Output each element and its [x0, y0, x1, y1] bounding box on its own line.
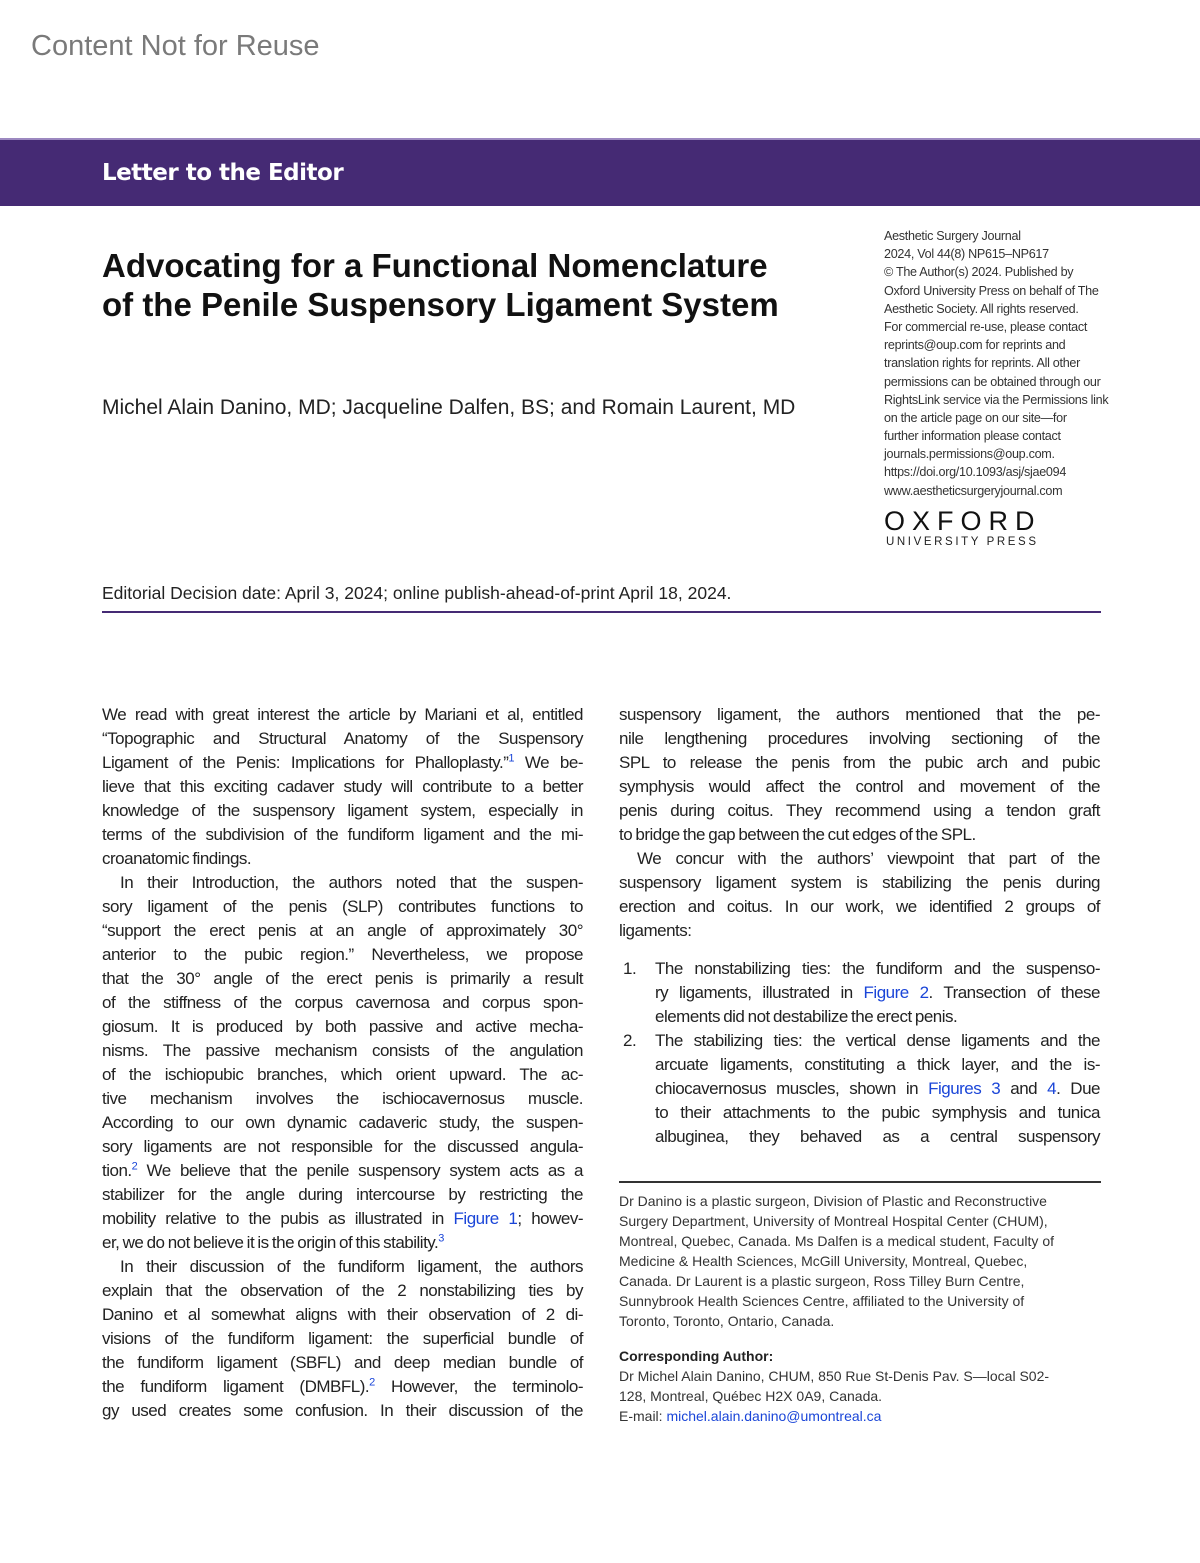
text-segment: . Transection of these [928, 983, 1100, 1002]
text-line [655, 1053, 1100, 1077]
text-line [102, 1351, 583, 1375]
text-segment: sory ligaments are not responsible for the discussed angula- [102, 1137, 583, 1156]
ligament-group-list [619, 957, 1100, 1149]
author-list: Michel Alain Danino, MD; Jacqueline Dalfen, BS; and Romain Laurent, MD [102, 396, 796, 419]
text-segment: The stabilizing ties: the vertical dense ligaments and the [655, 1031, 1100, 1050]
text-segment: croanatomic findings. [102, 849, 252, 868]
affiliation-line: Medicine & Health Sciences, McGill University, Montreal, Quebec, [619, 1253, 1028, 1269]
text-line [102, 1159, 583, 1183]
meta-line: 2024, Vol 44(8) NP615–NP617 [884, 247, 1049, 262]
watermark-text: Content Not for Reuse [31, 30, 320, 62]
text-line [102, 1135, 583, 1159]
footnote-divider [619, 1181, 1101, 1183]
email-label: E-mail: [619, 1408, 667, 1424]
text-segment: However, the terminolo- [374, 1377, 583, 1396]
affiliations [619, 1191, 1119, 1331]
meta-line: Aesthetic Surgery Journal [884, 229, 1021, 243]
affiliation-line: Surgery Department, University of Montreal Hospital Center (CHUM), [619, 1213, 1048, 1229]
text-segment: We be- [514, 753, 583, 772]
text-line [102, 1399, 583, 1423]
logo-main: OXFORD [884, 506, 1042, 536]
text-segment: nile lengthening procedures involving sectioning of the [619, 729, 1100, 748]
text-segment: suspensory ligament, the authors mentioned that the pe- [619, 705, 1100, 724]
list-number: 2. [623, 1031, 637, 1050]
text-segment: ; howev- [517, 1209, 584, 1228]
text-line [655, 1077, 1100, 1101]
text-segment: of the ischiopubic branches, which orient upward. The ac- [102, 1065, 583, 1084]
divider [102, 611, 1101, 613]
text-segment: We read with great interest the article by Mariani et al, entitled [102, 705, 583, 724]
text-line [655, 981, 1100, 1005]
text-segment: “support the erect penis at an angle of approximately 30° [102, 921, 583, 940]
meta-line: permissions can be obtained through our [884, 374, 1101, 389]
text-segment: arcuate ligaments, constituting a thick layer, and the is- [655, 1055, 1100, 1074]
text-segment: to bridge the gap between the cut edges of the SPL. [619, 825, 976, 844]
oxford-logo [884, 506, 1042, 548]
text-segment: penis during coitus. They recommend using a tendon graft [619, 801, 1100, 820]
text-line [655, 957, 1100, 981]
text-line [102, 1255, 583, 1279]
meta-line: Oxford University Press on behalf of The [884, 283, 1099, 298]
text-line [102, 751, 583, 775]
text-segment: The nonstabilizing ties: the fundiform and the suspenso- [655, 959, 1100, 978]
address-line: Dr Michel Alain Danino, CHUM, 850 Rue St-Denis Pav. S—local S02- [619, 1368, 1050, 1384]
reference-citation[interactable]: 2 [369, 1376, 375, 1389]
text-segment: albuginea, they behaved as a central suspensory [655, 1127, 1100, 1146]
text-segment: mobility relative to the pubis as illustrated in [102, 1209, 454, 1228]
affiliation-line: Dr Danino is a plastic surgeon, Division of Plastic and Reconstructive [619, 1193, 1047, 1209]
text-line [102, 1039, 583, 1063]
title-line: Advocating for a Functional Nomenclature [102, 247, 768, 284]
text-segment: visions of the fundiform ligament: the superficial bundle of [102, 1329, 583, 1348]
email-link[interactable]: michel.alain.danino@umontreal.ca [666, 1408, 882, 1424]
meta-line: reprints@oup.com for reprints and [884, 338, 1066, 353]
text-line [102, 1087, 583, 1111]
journal-meta [884, 227, 1184, 500]
meta-line: translation rights for reprints. All other [884, 356, 1080, 371]
text-segment: elements did not destabilize the erect penis. [655, 1007, 958, 1026]
meta-line: www.aestheticsurgeryjournal.com [884, 483, 1063, 498]
text-segment: According to our own dynamic cadaveric study, the suspen- [102, 1113, 583, 1132]
text-line [619, 919, 1100, 943]
text-segment: giosum. It is produced by both passive and active mecha- [102, 1017, 583, 1036]
body-column-left [102, 703, 583, 1423]
meta-line: https://doi.org/10.1093/asj/sjae094 [884, 465, 1067, 480]
text-line [102, 823, 583, 847]
text-line [655, 1101, 1100, 1125]
meta-line: For commercial re-use, please contact [884, 319, 1088, 334]
text-line [102, 1231, 583, 1255]
text-line [102, 1303, 583, 1327]
text-segment: er, we do not believe it is the origin of this stability. [102, 1233, 439, 1252]
text-line [102, 1375, 583, 1399]
affiliation-line: Canada. Dr Laurent is a plastic surgeon, Ross Tilley Burn Centre, [619, 1273, 1025, 1289]
text-segment: ry ligaments, illustrated in [655, 983, 864, 1002]
text-line [102, 895, 583, 919]
text-line [619, 895, 1100, 919]
text-segment: to their attachments to the pubic symphysis and tunica [655, 1103, 1100, 1122]
text-segment: that the 30° angle of the erect penis is primarily a result [102, 969, 583, 988]
text-line [655, 1029, 1100, 1053]
editorial-decision-date: Editorial Decision date: April 3, 2024; online publish-ahead-of-print April 18, 2024. [102, 583, 732, 603]
text-segment: suspensory ligament system is stabilizing the penis during [619, 873, 1100, 892]
text-line [102, 727, 583, 751]
text-segment: We concur with the authors’ viewpoint that part of the [637, 849, 1100, 868]
text-line [619, 727, 1100, 751]
body-column-right [619, 703, 1100, 1149]
text-line [619, 823, 1100, 847]
meta-line: © The Author(s) 2024. Published by [884, 265, 1074, 280]
article-title [102, 246, 862, 324]
text-segment: Ligament of the Penis: Implications for Phalloplasty.” [102, 753, 509, 772]
text-segment: “Topographic and Structural Anatomy of the Suspensory [102, 729, 583, 748]
text-line [102, 967, 583, 991]
text-segment: the fundiform ligament (SBFL) and deep median bundle of [102, 1353, 583, 1372]
text-segment: In their Introduction, the authors noted that the suspen- [120, 873, 583, 892]
corresponding-author-heading: Corresponding Author: [619, 1348, 774, 1364]
meta-line: further information please contact [884, 429, 1061, 444]
text-segment: . Due [1056, 1079, 1100, 1098]
text-line [102, 775, 583, 799]
text-line [102, 1279, 583, 1303]
figure-link[interactable]: 4 [1047, 1079, 1057, 1098]
text-segment: symphysis would affect the control and movement of the [619, 777, 1100, 796]
text-segment: the fundiform ligament (DMBFL). [102, 1377, 370, 1396]
text-line [102, 703, 583, 727]
text-segment: SPL to release the penis from the pubic arch and pubic [619, 753, 1100, 772]
meta-line: on the article page on our site—for [884, 410, 1067, 425]
text-segment: and [1000, 1079, 1048, 1098]
text-segment: terms of the subdivision of the fundiform ligament and the mi- [102, 825, 583, 844]
affiliation-line: Toronto, Toronto, Ontario, Canada. [619, 1313, 835, 1329]
email-line [619, 1406, 1119, 1426]
text-line [102, 1063, 583, 1087]
text-line [102, 847, 583, 871]
text-line [655, 1125, 1100, 1149]
logo-sub: UNIVERSITY PRESS [886, 536, 1039, 548]
text-segment: explain that the observation of the 2 nonstabilizing ties by [102, 1281, 583, 1300]
text-line [102, 1015, 583, 1039]
text-line [102, 919, 583, 943]
meta-line: Aesthetic Society. All rights reserved. [884, 301, 1079, 316]
reference-citation[interactable]: 3 [438, 1232, 444, 1245]
list-number: 1. [623, 959, 637, 978]
title-line: of the Penile Suspensory Ligament System [102, 286, 779, 323]
text-line [619, 847, 1100, 871]
text-segment: tion. [102, 1161, 132, 1180]
figure-link[interactable]: Figure 2 [863, 983, 929, 1002]
text-line [102, 943, 583, 967]
text-line [102, 1327, 583, 1351]
text-line [102, 871, 583, 895]
text-segment: chiocavernosus muscles, shown in [655, 1079, 929, 1098]
list-item [619, 957, 1100, 1029]
text-line [102, 1111, 583, 1135]
text-segment: anterior to the pubic region.” Nevertheless, we propose [102, 945, 583, 964]
text-segment: In their discussion of the fundiform ligament, the authors [120, 1257, 583, 1276]
list-item [619, 1029, 1100, 1149]
text-line [102, 1207, 583, 1231]
section-label: Letter to the Editor [102, 160, 344, 186]
text-segment: ligaments: [619, 921, 692, 940]
text-line [655, 1005, 1100, 1029]
figure-link[interactable]: Figure 1 [453, 1209, 518, 1228]
reference-citation[interactable]: 2 [131, 1160, 138, 1173]
address-line: 128, Montreal, Québec H2X 0A9, Canada. [619, 1388, 883, 1404]
meta-line: journals.permissions@oup.com. [884, 447, 1055, 462]
text-segment: sory ligament of the penis (SLP) contributes functions to [102, 897, 583, 916]
text-segment: knowledge of the suspensory ligament system, especially in [102, 801, 583, 820]
text-segment: lieve that this exciting cadaver study will contribute to a better [102, 777, 583, 796]
reference-citation[interactable]: 1 [508, 752, 515, 765]
text-segment: nisms. The passive mechanism consists of the angulation [102, 1041, 583, 1060]
text-segment: stabilizer for the angle during intercourse by restricting the [102, 1185, 583, 1204]
text-line [619, 775, 1100, 799]
text-segment: tive mechanism involves the ischiocavernosus muscle. [102, 1089, 583, 1108]
text-line [619, 751, 1100, 775]
text-line [102, 799, 583, 823]
affiliation-line: Sunnybrook Health Sciences Centre, affiliated to the University of [619, 1293, 1025, 1309]
text-line [619, 703, 1100, 727]
affiliation-line: Montreal, Quebec, Canada. Ms Dalfen is a medical student, Faculty of [619, 1233, 1054, 1249]
author-footnote [619, 1191, 1119, 1426]
text-segment: We believe that the penile suspensory system acts as a [137, 1161, 583, 1180]
text-segment: of the stiffness of the corpus cavernosa and corpus spon- [102, 993, 583, 1012]
text-line [102, 1183, 583, 1207]
text-segment: gy used creates some confusion. In their discussion of the [102, 1401, 583, 1420]
text-segment: erection and coitus. In our work, we identified 2 groups of [619, 897, 1100, 916]
meta-line: RightsLink service via the Permissions link [884, 392, 1109, 407]
text-line [102, 991, 583, 1015]
text-line [619, 871, 1100, 895]
right-text [619, 703, 1100, 943]
figure-link[interactable]: Figures 3 [928, 1079, 1001, 1098]
text-line [619, 799, 1100, 823]
section-banner [0, 138, 1200, 206]
corresponding-address [619, 1366, 1119, 1406]
text-segment: Danino et al somewhat aligns with their observation of 2 di- [102, 1305, 583, 1324]
